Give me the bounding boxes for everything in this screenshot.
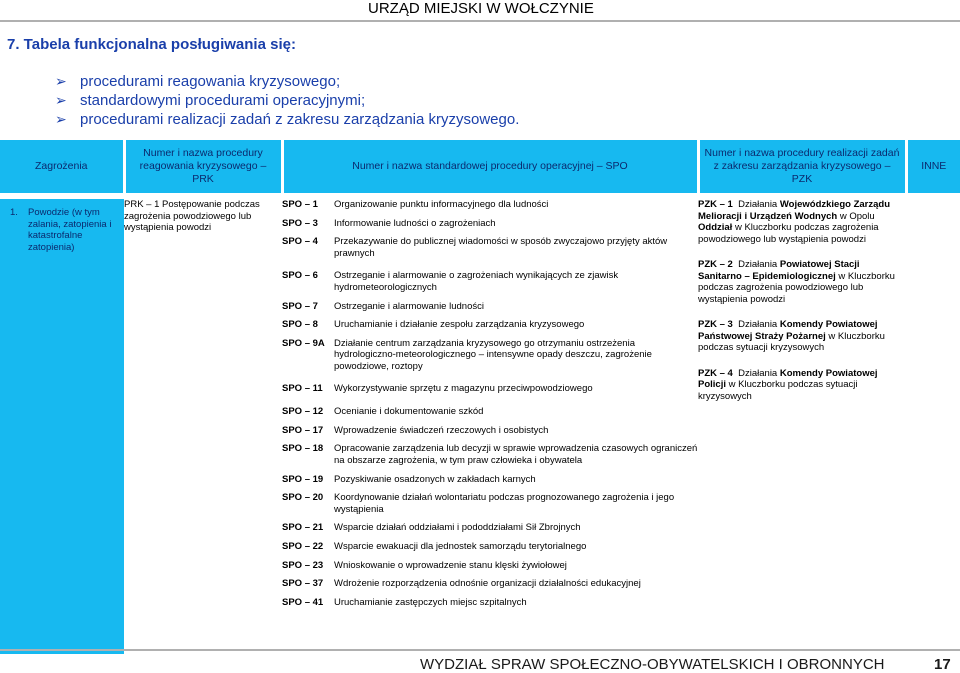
spo-code: SPO – 21 <box>282 522 324 534</box>
threat-name: Powodzie (w tym zalania, zatopienia i katastrofalne zatopienia) <box>28 207 112 253</box>
pzk-text: Działania <box>732 367 780 379</box>
row-number: 1. <box>10 207 18 218</box>
spo-item <box>282 443 698 466</box>
spo-name: Uruchamianie i działanie zespołu zarządzania kryzysowego <box>334 319 585 331</box>
spo-item <box>282 383 698 395</box>
pzk-text: Oddział <box>698 222 733 233</box>
spo-item <box>282 597 698 609</box>
spo-code: SPO – 17 <box>282 424 324 436</box>
spo-name: Wsparcie ewakuacji dla jednostek samorządu terytorialnego <box>334 541 587 553</box>
spo-name: Wprowadzenie świadczeń rzeczowych i osobistych <box>334 424 549 436</box>
spo-item <box>282 199 698 211</box>
pzk-item <box>698 199 906 245</box>
header-other: INNE <box>906 140 960 193</box>
spo-item <box>282 319 698 331</box>
spo-name: Informowanie ludności o zagrożeniach <box>334 217 496 229</box>
spo-code: SPO – 22 <box>282 541 324 553</box>
list-item: ➢ procedurami realizacji zadań z zakresu zarządzania kryzysowego. <box>55 111 520 128</box>
header-prk: Numer i nazwa procedury reagowania kryzysowego – PRK <box>124 140 282 193</box>
spo-name: Ostrzeganie i alarmowanie o zagrożeniach wynikających ze zjawisk hydrometeorologicznych <box>334 270 619 293</box>
spo-code: SPO – 37 <box>282 578 324 590</box>
header-threats: Zagrożenia <box>0 140 124 193</box>
header-spo: Numer i nazwa standardowej procedury operacyjnej – SPO <box>282 140 698 193</box>
pzk-list <box>698 199 906 402</box>
spo-item <box>282 541 698 553</box>
pzk-text: w Kluczborku podczas zagrożenia powodziowego lub wystąpienia powodzi <box>698 270 895 305</box>
pzk-item <box>698 319 906 354</box>
pzk-text: PZK – 3 <box>698 319 733 330</box>
threat-cell <box>0 199 124 654</box>
spo-list <box>282 199 698 609</box>
header-pzk: Numer i nazwa procedury realizacji zadań z zakresu zarządzania kryzysowego – PZK <box>698 140 906 193</box>
spo-code: SPO – 1 <box>282 199 318 210</box>
pzk-text: Komendy Powiatowej Państwowej Straży Pożarnej <box>698 319 878 342</box>
spo-item <box>282 301 698 313</box>
list-item: ➢ procedurami reagowania kryzysowego; <box>55 73 341 90</box>
prk-procedure: PRK – 1 Postępowanie podczas zagrożenia powodziowego lub wystąpienia powodzi <box>124 199 260 233</box>
spo-cell <box>282 199 698 654</box>
spo-name: Działanie centrum zarządzania kryzysowego go otrzymaniu ostrzeżenia hydrologiczno-meteorologicznego – intensywne opady deszczu, zagrożenie powodziowe, roztopy <box>334 337 652 372</box>
list-item: ➢ standardowymi procedurami operacyjnymi; <box>55 92 366 109</box>
spo-item <box>282 474 698 486</box>
pzk-item <box>698 259 906 305</box>
footer-department: WYDZIAŁ SPRAW SPOŁECZNO-OBYWATELSKICH I OBRONNYCH <box>420 656 885 673</box>
spo-name: Wsparcie działań oddziałami i pododdziałami Sił Zbrojnych <box>334 522 581 534</box>
spo-code: SPO – 11 <box>282 383 323 395</box>
arrow-bullet-icon: ➢ <box>55 73 67 89</box>
spo-code: SPO – 7 <box>282 300 318 312</box>
spo-code: SPO – 18 <box>282 443 324 455</box>
spo-name: Przekazywanie do publicznej wiadomości w sposób zwyczajowo przyjęty aktów prawnych <box>334 236 668 259</box>
table-row <box>0 199 960 654</box>
spo-name: Organizowanie punktu informacyjnego dla ludności <box>334 199 549 210</box>
spo-item <box>282 425 698 437</box>
procedure-bullet-list <box>55 72 519 129</box>
spo-code: SPO – 6 <box>282 270 318 282</box>
table-header-row <box>0 140 960 193</box>
spo-name: Pozyskiwanie osadzonych w zakładach karnych <box>334 473 536 485</box>
pzk-item <box>698 368 906 403</box>
spo-code: SPO – 19 <box>282 473 324 485</box>
pzk-cell <box>698 199 906 654</box>
pzk-text: PZK – 2 <box>698 259 733 270</box>
prk-cell <box>124 199 282 654</box>
pzk-text: w Opolu <box>837 210 875 222</box>
spo-code: SPO – 4 <box>282 236 318 248</box>
spo-name: Wykorzystywanie sprzętu z magazynu przeciwpowodziowego <box>334 383 593 395</box>
spo-code: SPO – 41 <box>282 597 324 609</box>
pzk-text: Działania <box>732 259 780 270</box>
spo-name: Ostrzeganie i alarmowanie ludności <box>334 300 484 312</box>
spo-item <box>282 492 698 515</box>
pzk-text: Działania <box>732 199 780 210</box>
pzk-text: PZK – 4 <box>698 367 733 379</box>
spo-name: Opracowanie zarządzenia lub decyzji w sprawie wprowadzenia czasowych ograniczeń na obszarze zagrożenia, w tym praw człowieka i obywatela <box>334 443 698 466</box>
pzk-text: w Kluczborku podczas sytuacji kryzysowych <box>698 330 885 353</box>
spo-code: SPO – 9A <box>282 337 325 349</box>
spo-code: SPO – 8 <box>282 319 318 331</box>
spo-name: Wdrożenie rozporządzenia odnośnie organizacji działalności edukacyjnej <box>334 578 641 590</box>
arrow-bullet-icon: ➢ <box>55 111 67 127</box>
spo-code: SPO – 23 <box>282 559 324 571</box>
header-divider <box>0 20 960 22</box>
arrow-bullet-icon: ➢ <box>55 92 67 108</box>
pzk-text: Działania <box>732 319 780 330</box>
spo-name: Wnioskowanie o wprowadzenie stanu klęski żywiołowej <box>334 559 567 571</box>
spo-code: SPO – 20 <box>282 492 324 504</box>
spo-item <box>282 578 698 590</box>
spo-item <box>282 270 698 293</box>
pzk-text: PZK – 1 <box>698 199 733 210</box>
spo-name: Koordynowanie działań wolontariatu podczas prognozowanego zagrożenia i jego wystąpienia <box>334 492 675 515</box>
other-cell <box>906 199 960 654</box>
procedures-table <box>0 140 960 654</box>
pzk-text: Wojewódzkiego Zarządu Melioracji i Urządzeń Wodnych <box>698 199 890 222</box>
spo-item <box>282 218 698 230</box>
spo-name: Uruchamianie zastępczych miejsc szpitalnych <box>334 597 527 609</box>
pzk-text: w Kluczborku podczas sytuacji kryzysowych <box>698 379 858 402</box>
pzk-text: Powiatowej Stacji Sanitarno – Epidemiologicznej <box>698 259 860 282</box>
spo-code: SPO – 3 <box>282 217 318 229</box>
spo-item <box>282 560 698 572</box>
pzk-text: Komendy Powiatowej Policji <box>698 367 878 390</box>
footer-divider <box>0 649 960 651</box>
pzk-text: w Kluczborku podczas zagrożenia powodziowego lub wystąpienia powodzi <box>698 222 879 245</box>
spo-item <box>282 522 698 534</box>
spo-item <box>282 236 698 259</box>
spo-item <box>282 406 698 418</box>
spo-item <box>282 338 698 373</box>
page-header-title: URZĄD MIEJSKI W WOŁCZYNIE <box>368 0 594 17</box>
page-number: 17 <box>934 656 951 673</box>
spo-name: Ocenianie i dokumentowanie szkód <box>334 405 484 417</box>
spo-code: SPO – 12 <box>282 405 324 417</box>
section-title: 7. Tabela funkcjonalna posługiwania się: <box>7 36 296 53</box>
